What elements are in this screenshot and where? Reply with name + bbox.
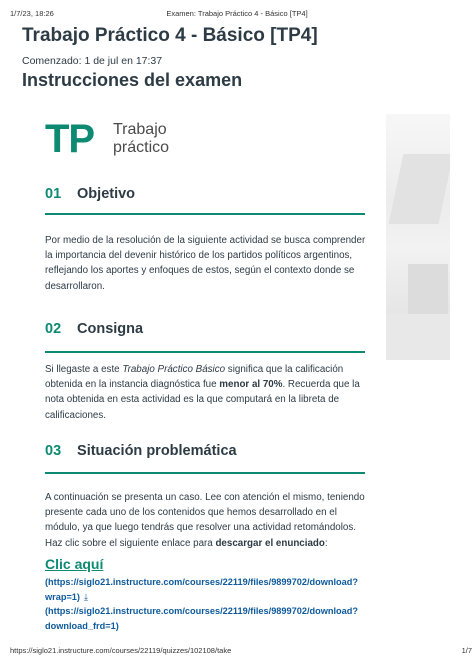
section-heading-consigna [45,321,143,337]
text-line: Por medio de la resolución de la siguiente actividad se busca comprender [45,235,366,246]
section-divider [45,351,365,353]
section-title: Consigna [77,321,144,337]
section-title: Situación problemática [77,443,237,459]
text-line: A continuación se presenta un caso. Lee con atención el mismo, teniendo [45,492,365,503]
link-text: (https://siglo21.instructure.com/courses/22119/files/9899702/download? [45,606,358,616]
page-title: Trabajo Práctico 4 - Básico [TP4] [22,25,318,46]
instructions-heading: Instrucciones del examen [22,70,243,90]
text-line: reflejando los aportes y enfoques de estos, según el contexto donde se [45,265,355,277]
section-divider [45,472,365,474]
print-title: Examen: Trabajo Práctico 4 - Básico [TP4] [166,9,308,18]
consigna-text [45,362,375,423]
link-text-line2: wrap=1) ⤓ [45,590,358,605]
section-heading-situacion [45,443,237,459]
text-line: desarrollaron. [45,280,105,292]
objetivo-text [45,233,375,294]
section-divider [45,213,365,215]
section-title: Objetivo [77,186,136,202]
text-line: Haz clic sobre el siguiente enlace para descargar el enunciado: [45,537,328,549]
decorative-background-image [386,114,450,360]
started-timestamp: Comenzado: 1 de jul en 17:37 [22,55,163,67]
download-link-url-wrap[interactable] [45,575,358,604]
print-date: 1/7/23, 18:26 [10,9,54,18]
text-line: presente cada uno de los contenidos que hemos desarrollado en el [45,507,337,519]
text-line: obtenida en la instancia diagnóstica fue menor al 70%. Recuerda que la [45,379,360,391]
page-number: 1/7 [461,646,472,655]
logo-line2: práctico [113,139,170,156]
link-text: (https://siglo21.instructure.com/courses/22119/files/9899702/download? [45,577,358,587]
print-url: https://siglo21.instructure.com/courses/22119/quizzes/102108/take [10,646,232,655]
text-line: nota obtenida en esta actividad es la que computará en la libreta de [45,394,340,406]
text-line: Si llegaste a este Trabajo Práctico Básico significa que la calificación [45,364,344,375]
download-icon[interactable]: ⤓ [83,591,89,602]
download-link-clic-aqui[interactable]: Clic aquí [45,556,104,572]
section-number: 02 [45,321,62,337]
text-line: módulo, ya que luego tendrás que resolver una actividad retomándolos. [45,522,356,534]
download-link-url-frd[interactable] [45,604,358,633]
situacion-text [45,490,375,551]
logo-mark: TP [45,117,95,161]
logo-line1: Trabajo [113,121,167,138]
section-number: 03 [45,443,62,459]
text-line: calificaciones. [45,409,106,421]
section-number: 01 [45,186,62,202]
logo-text [113,121,169,157]
section-heading-objetivo [45,186,135,202]
text-line: la importancia del devenir histórico de los partidos políticos argentinos, [45,250,353,262]
link-text: download_frd=1) [45,620,119,631]
